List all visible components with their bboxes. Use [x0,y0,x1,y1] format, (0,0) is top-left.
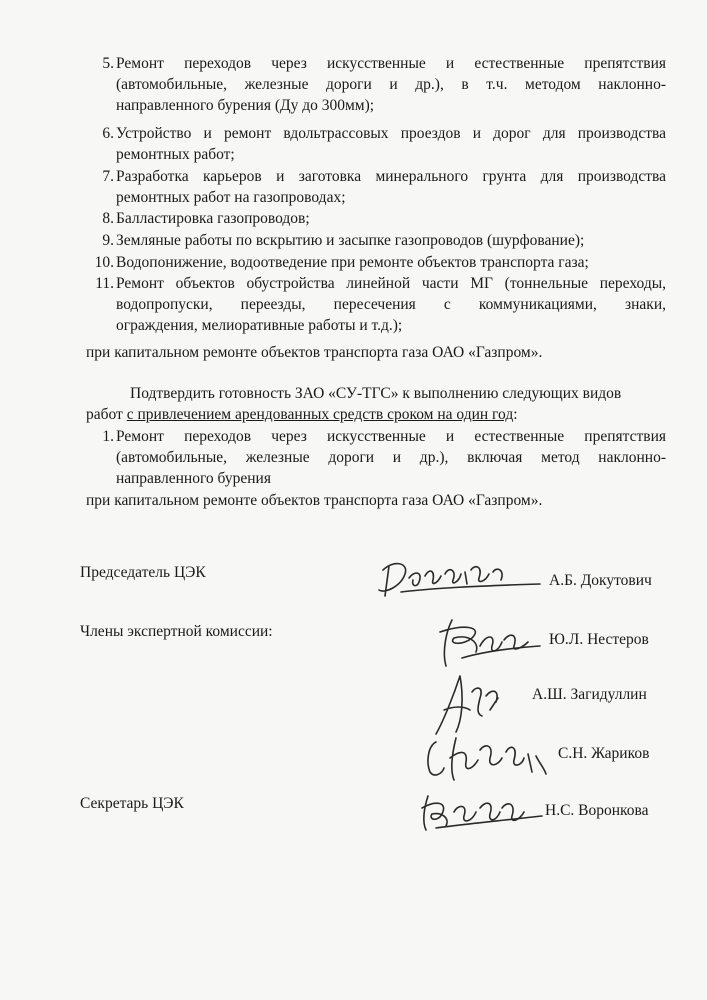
secretary-signature [416,786,546,836]
list-text-line: Балластировка газопроводов; [116,210,310,227]
chairman-label: Председатель ЦЭК [80,564,206,581]
list-text-line: направленного бурения (Ду до 300мм); [116,97,375,114]
list-text-line: Ремонт переходов через искусственные и естественные препятствия [116,428,666,445]
confirm-suffix: : [513,406,518,423]
member3-name: С.Н. Жариков [558,745,650,762]
confirm-paragraph-line-1: Подтвердить готовность ЗАО «СУ-ТГС» к выполнению следующих видов [130,385,622,402]
list-text-line: Разработка карьеров и заготовка минерального грунта для производства [116,168,666,185]
list-text-line: направленного бурения [116,470,271,487]
chairman-name: А.Б. Докутович [549,572,652,589]
confirm-paragraph-line-2 [86,404,518,425]
confirm-underlined-text: с привлечением арендованных средств сроком на один год [126,406,514,423]
secretary-label: Секретарь ЦЭК [80,795,184,812]
list-text-line: Водопонижение, водоотведение при ремонте объектов транспорта газа; [116,254,589,271]
list-text-line: Устройство и ремонт вдольтрассовых проездов и дорог для производства [116,125,666,142]
list-number: 8. [102,210,114,227]
member1-name: Ю.Л. Нестеров [549,631,649,648]
list-number: 7. [102,168,114,185]
list-text-line: ремонтных работ на газопроводах; [116,189,346,206]
member1-signature [432,612,542,672]
secretary-name: Н.С. Воронкова [545,802,649,819]
list-number: 1. [102,428,114,445]
list-text-line: (автомобильные, железные дороги и др.), включая метод наклонно- [116,449,666,466]
list-number: 6. [102,125,114,142]
list-text-line: ремонтных работ; [116,146,235,163]
list-text-line: ограждения, мелиоративные работы и т.д.); [116,317,403,334]
list-text-line: Ремонт объектов обустройства линейной части МГ (тоннельные переходы, [116,275,666,292]
members-label: Члены экспертной комиссии: [80,623,273,640]
confirm-prefix: работ [86,406,127,423]
list-number: 5. [102,55,114,72]
member2-name: А.Ш. Загидуллин [532,686,647,703]
list-text-line: (автомобильные, железные дороги и др.), в т.ч. методом наклонно- [116,76,666,93]
list-number: 9. [102,232,114,249]
list-text-line: Ремонт переходов через искусственные и естественные препятствия [116,55,666,72]
member3-signature [420,728,550,788]
closing-paragraph-2: при капитальном ремонте объектов транспорта газа ОАО «Газпром». [86,492,543,509]
list-number: 10. [94,254,114,271]
chairman-signature [375,552,545,602]
closing-paragraph-1: при капитальном ремонте объектов транспорта газа ОАО «Газпром». [86,344,543,361]
list-text-line: водопропуски, переезды, пересечения с коммуникациями, знаки, [116,296,666,313]
list-text-line: Земляные работы по вскрытию и засыпке газопроводов (шурфование); [116,232,585,249]
list-number: 11. [95,275,114,292]
